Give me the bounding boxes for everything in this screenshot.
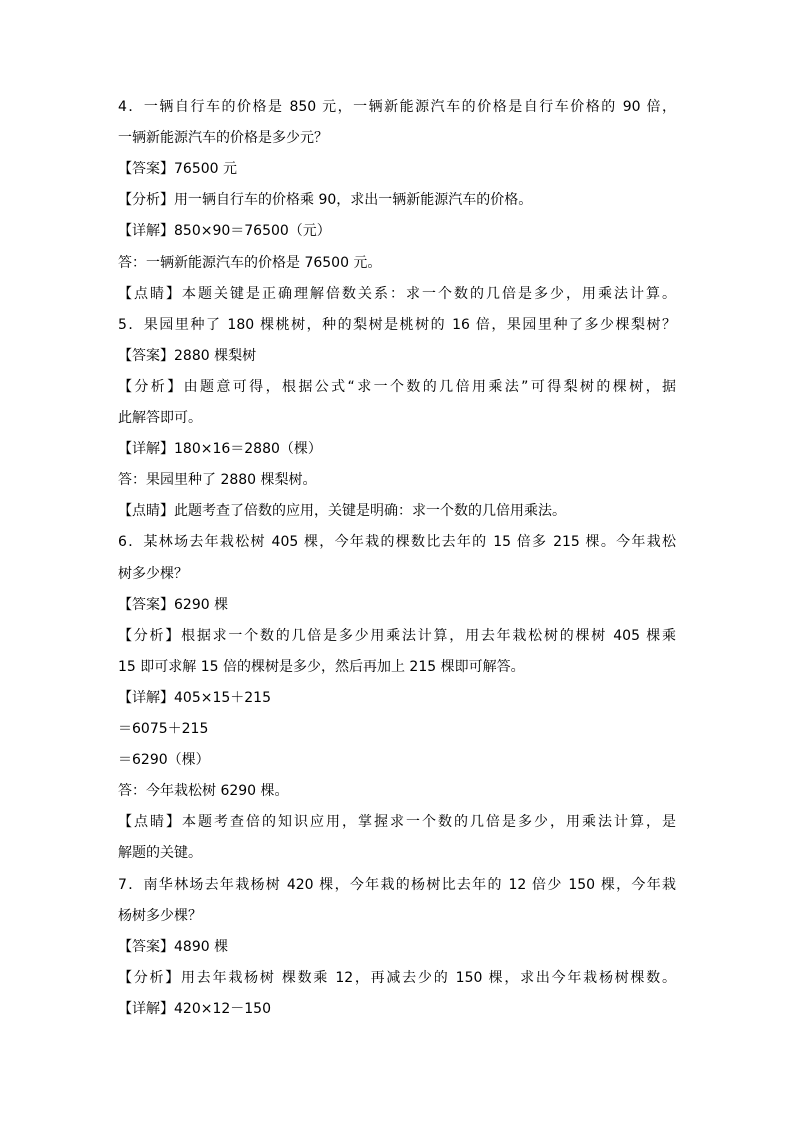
text-line: 【分析】用一辆自行车的价格乘 90，求出一辆新能源汽车的价格。 [118, 192, 533, 209]
text-line: 【点睛】本题考查倍的知识应用，掌握求一个数的几倍是多少，用乘法计算，是 [118, 814, 676, 831]
text-line: 7．南华林场去年栽杨树 420 棵，今年栽的杨树比去年的 12 倍少 150 棵，今年栽 [118, 876, 676, 893]
text-line: 【答案】76500 元 [118, 161, 237, 178]
text-line: 【分析】根据求一个数的几倍是多少用乘法计算，用去年栽松树的棵树 405 棵乘 [118, 627, 676, 644]
text-line: 答：一辆新能源汽车的价格是 76500 元。 [118, 254, 382, 271]
text-line: 4．一辆自行车的价格是 850 元，一辆新能源汽车的价格是自行车价格的 90 倍， [118, 99, 676, 115]
text-line: 【答案】6290 棵 [118, 596, 229, 613]
text-line: ＝6075＋215 [118, 721, 209, 737]
text-line: 【分析】由题意可得，根据公式“求一个数的几倍用乘法”可得梨树的棵树，据 [118, 378, 676, 395]
text-line: 5．果园里种了 180 棵桃树，种的梨树是桃树的 16 倍，果园里种了多少棵梨树？ [118, 316, 676, 333]
text-line: 答：今年栽松树 6290 棵。 [118, 783, 289, 800]
text-line: 【点睛】本题关键是正确理解倍数关系：求一个数的几倍是多少，用乘法计算。 [118, 285, 676, 302]
text-line: 此解答即可。 [118, 410, 202, 426]
text-line: 一辆新能源汽车的价格是多少元？ [118, 130, 328, 147]
text-line: 【答案】2880 棵梨树 [118, 347, 257, 364]
text-line: 【答案】4890 棵 [118, 938, 229, 955]
text-line: 【详解】850×90＝76500（元） [118, 223, 331, 240]
text-line: 解题的关键。 [118, 845, 202, 862]
text-line: 6．某林场去年栽松树 405 棵，今年栽的棵数比去年的 15 倍多 215 棵。今年栽松 [118, 534, 676, 551]
text-line: 【分析】用去年栽杨树 棵数乘 12，再减去少的 150 棵，求出今年栽杨树棵数。 [118, 969, 676, 986]
text-line: 答：果园里种了 2880 棵梨树。 [118, 472, 317, 489]
text-line: 【详解】420×12－150 [118, 1000, 271, 1017]
text-line: ＝6290（棵） [118, 752, 210, 769]
text-line: 【详解】405×15＋215 [118, 689, 271, 706]
text-line: 【点睛】此题考查了倍数的应用，关键是明确：求一个数的几倍用乘法。 [118, 503, 566, 520]
text-line: 杨树多少棵？ [118, 907, 202, 924]
text-line: 树多少棵？ [118, 565, 188, 582]
text-line: 15 即可求解 15 倍的棵树是多少，然后再加上 215 棵即可解答。 [118, 658, 525, 675]
text-line: 【详解】180×16＝2880（棵） [118, 441, 322, 458]
